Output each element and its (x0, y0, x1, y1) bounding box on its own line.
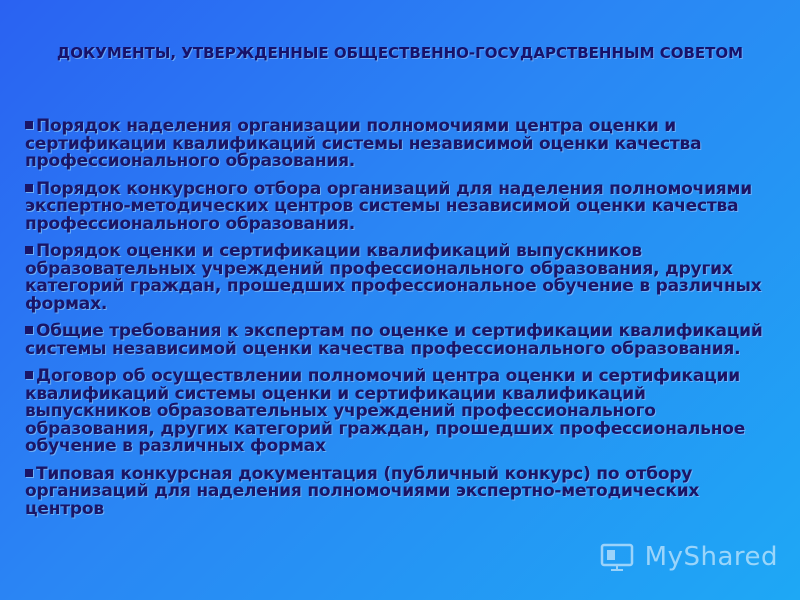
list-item-text: Порядок оценки и сертификации квалификаций выпускников образовательных учреждений профессионального образования, других категорий граждан, прошедших профессиональное обучение в различных формах. (25, 241, 762, 314)
watermark (599, 542, 778, 572)
square-bullet-icon (25, 184, 33, 192)
watermark-text: MyShared (644, 542, 778, 572)
list-item-text: Порядок конкурсного отбора организаций для наделения полномочиями экспертно-методических центров системы независимой оценки качества профессионального образования. (25, 178, 752, 234)
list-item (25, 243, 775, 313)
list-item-text: Общие требования к экспертам по оценке и сертификации квалификаций системы независимой оценки качества профессионального образования. (25, 321, 763, 359)
list-item-text: Порядок наделения организации полномочиями центра оценки и сертификации квалификаций системы независимой оценки качества профессионального образования. (25, 116, 702, 171)
list-item (25, 118, 775, 171)
list-item (25, 178, 775, 234)
square-bullet-icon (25, 371, 33, 379)
list-item (25, 323, 775, 358)
square-bullet-icon (25, 469, 33, 477)
list-item (25, 463, 775, 519)
square-bullet-icon (25, 121, 33, 129)
square-bullet-icon (25, 326, 33, 334)
list-item-text: Договор об осуществлении полномочий центра оценки и сертификации квалификаций системы оценки и сертификации квалификаций выпускников образовательных учреждений профессионального образования, других категорий граждан, прошедших профессиональное обучение в различных формах (25, 366, 746, 456)
square-bullet-icon (25, 246, 33, 254)
document-list (25, 118, 775, 528)
presentation-screen-icon (599, 542, 639, 572)
slide-title: ДОКУМЕНТЫ, УТВЕРЖДЕННЫЕ ОБЩЕСТВЕННО-ГОСУДАРСТВЕННЫМ СОВЕТОМ (56, 44, 744, 62)
list-item-text: Типовая конкурсная документация (публичный конкурс) по отбору организаций для наделения полномочиями экспертно-методических центров (25, 463, 700, 519)
list-item (25, 368, 775, 456)
